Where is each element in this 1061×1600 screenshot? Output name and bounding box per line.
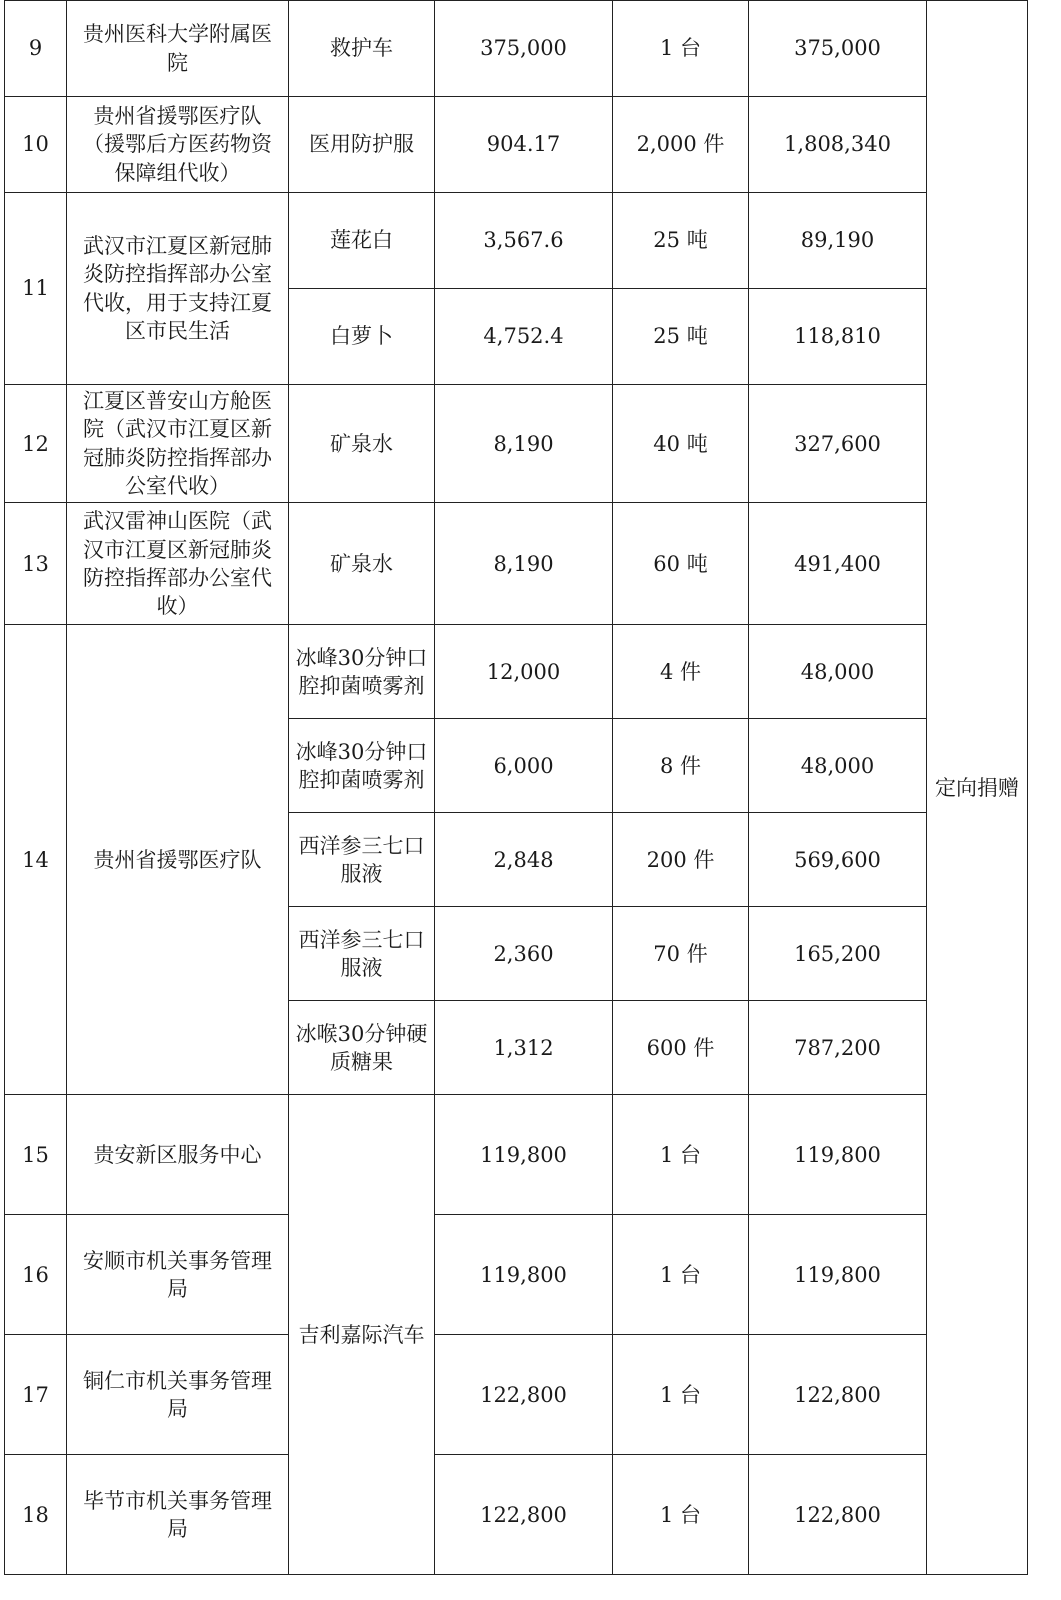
item-cell: 矿泉水 [289, 503, 435, 625]
table-row [5, 1095, 1028, 1215]
unit-price-cell: 904.17 [435, 97, 613, 193]
recipient-cell: 贵州医科大学附属医院 [67, 1, 289, 97]
row-number: 16 [5, 1215, 67, 1335]
item-cell: 西洋参三七口服液 [289, 907, 435, 1001]
recipient-cell: 安顺市机关事务管理局 [67, 1215, 289, 1335]
unit-price-cell: 122,800 [435, 1455, 613, 1575]
donation-table [4, 0, 1028, 1575]
amount-cell: 165,200 [749, 907, 927, 1001]
recipient-cell: 铜仁市机关事务管理局 [67, 1335, 289, 1455]
unit-price-cell: 122,800 [435, 1335, 613, 1455]
item-cell: 救护车 [289, 1, 435, 97]
quantity-cell: 1 台 [613, 1455, 749, 1575]
amount-cell: 118,810 [749, 289, 927, 385]
unit-price-cell: 12,000 [435, 625, 613, 719]
table-row [5, 503, 1028, 625]
amount-cell: 327,600 [749, 385, 927, 503]
quantity-cell: 1 台 [613, 1335, 749, 1455]
recipient-cell: 武汉市江夏区新冠肺炎防控指挥部办公室代收，用于支持江夏区市民生活 [67, 193, 289, 385]
quantity-cell: 1 台 [613, 1095, 749, 1215]
amount-cell: 48,000 [749, 719, 927, 813]
quantity-cell: 1 台 [613, 1, 749, 97]
table-row [5, 97, 1028, 193]
amount-cell: 1,808,340 [749, 97, 927, 193]
item-cell: 莲花白 [289, 193, 435, 289]
amount-cell: 119,800 [749, 1215, 927, 1335]
item-cell: 白萝卜 [289, 289, 435, 385]
quantity-cell: 25 吨 [613, 193, 749, 289]
unit-price-cell: 119,800 [435, 1215, 613, 1335]
table-row [5, 385, 1028, 503]
unit-price-cell: 375,000 [435, 1, 613, 97]
item-cell: 冰喉30分钟硬质糖果 [289, 1001, 435, 1095]
row-number: 9 [5, 1, 67, 97]
amount-cell: 122,800 [749, 1455, 927, 1575]
table-row [5, 1215, 1028, 1335]
quantity-cell: 2,000 件 [613, 97, 749, 193]
recipient-cell: 武汉雷神山医院（武汉市江夏区新冠肺炎防控指挥部办公室代收） [67, 503, 289, 625]
unit-price-cell: 2,360 [435, 907, 613, 1001]
quantity-cell: 1 台 [613, 1215, 749, 1335]
unit-price-cell: 1,312 [435, 1001, 613, 1095]
unit-price-cell: 119,800 [435, 1095, 613, 1215]
item-cell: 矿泉水 [289, 385, 435, 503]
amount-cell: 119,800 [749, 1095, 927, 1215]
amount-cell: 569,600 [749, 813, 927, 907]
item-cell: 医用防护服 [289, 97, 435, 193]
row-number: 12 [5, 385, 67, 503]
recipient-cell: 贵州省援鄂医疗队（援鄂后方医药物资保障组代收） [67, 97, 289, 193]
quantity-cell: 4 件 [613, 625, 749, 719]
unit-price-cell: 2,848 [435, 813, 613, 907]
amount-cell: 491,400 [749, 503, 927, 625]
row-number: 17 [5, 1335, 67, 1455]
item-cell: 冰峰30分钟口腔抑菌喷雾剂 [289, 719, 435, 813]
unit-price-cell: 8,190 [435, 385, 613, 503]
unit-price-cell: 8,190 [435, 503, 613, 625]
item-cell: 西洋参三七口服液 [289, 813, 435, 907]
quantity-cell: 25 吨 [613, 289, 749, 385]
row-number: 15 [5, 1095, 67, 1215]
amount-cell: 787,200 [749, 1001, 927, 1095]
quantity-cell: 40 吨 [613, 385, 749, 503]
row-number: 11 [5, 193, 67, 385]
unit-price-cell: 4,752.4 [435, 289, 613, 385]
table-row [5, 625, 1028, 719]
unit-price-cell: 6,000 [435, 719, 613, 813]
quantity-cell: 70 件 [613, 907, 749, 1001]
unit-price-cell: 3,567.6 [435, 193, 613, 289]
recipient-cell: 贵州省援鄂医疗队 [67, 625, 289, 1095]
recipient-cell: 贵安新区服务中心 [67, 1095, 289, 1215]
table-row [5, 193, 1028, 289]
table-row [5, 1, 1028, 97]
quantity-cell: 600 件 [613, 1001, 749, 1095]
recipient-cell: 江夏区普安山方舱医院（武汉市江夏区新冠肺炎防控指挥部办公室代收） [67, 385, 289, 503]
table-row [5, 1335, 1028, 1455]
quantity-cell: 8 件 [613, 719, 749, 813]
amount-cell: 122,800 [749, 1335, 927, 1455]
table-row [5, 1455, 1028, 1575]
amount-cell: 375,000 [749, 1, 927, 97]
recipient-cell: 毕节市机关事务管理局 [67, 1455, 289, 1575]
quantity-cell: 200 件 [613, 813, 749, 907]
item-cell: 冰峰30分钟口腔抑菌喷雾剂 [289, 625, 435, 719]
row-number: 10 [5, 97, 67, 193]
quantity-cell: 60 吨 [613, 503, 749, 625]
note-cell: 定向捐赠 [927, 1, 1028, 1575]
amount-cell: 89,190 [749, 193, 927, 289]
amount-cell: 48,000 [749, 625, 927, 719]
item-cell: 吉利嘉际汽车 [289, 1095, 435, 1575]
row-number: 13 [5, 503, 67, 625]
row-number: 14 [5, 625, 67, 1095]
row-number: 18 [5, 1455, 67, 1575]
